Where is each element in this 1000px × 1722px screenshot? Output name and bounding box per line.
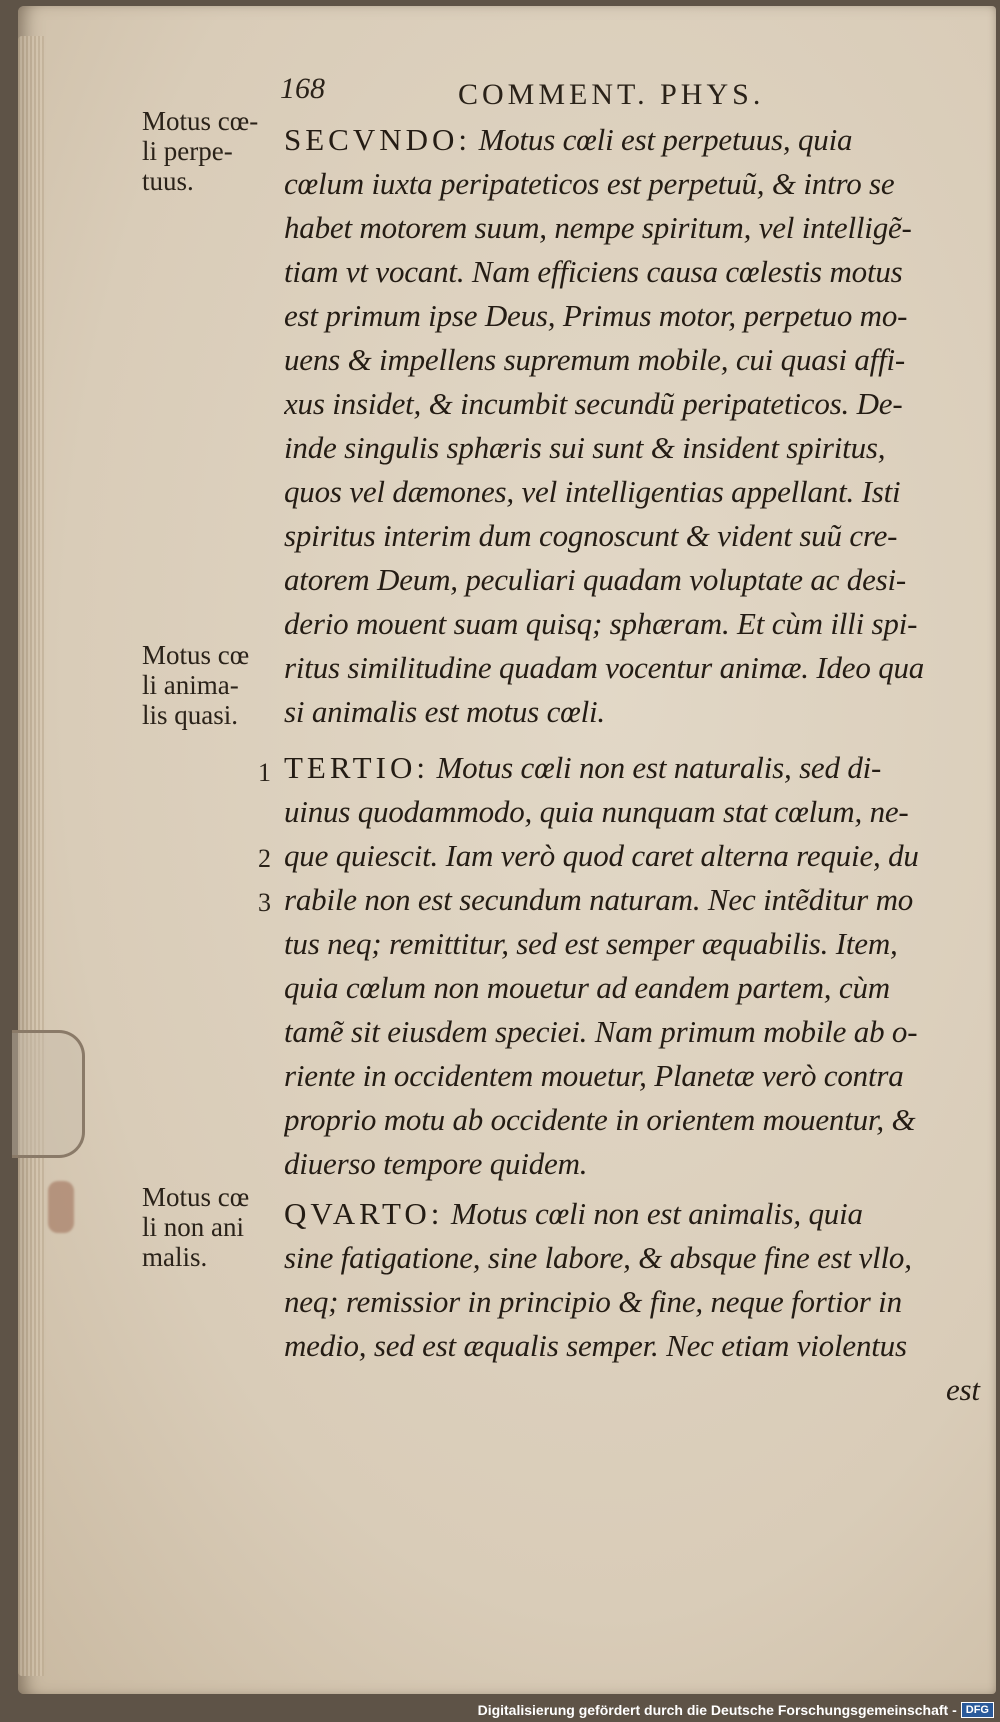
- line-marker: 2: [258, 844, 271, 873]
- text-line: proprio motu ab occidente in orientem mouentur, &: [284, 1102, 916, 1137]
- text-line: sine fatigatione, sine labore, & absque fine est vllo,: [284, 1240, 912, 1275]
- margin-note-line: malis.: [142, 1242, 208, 1272]
- line-marker: 1: [258, 758, 271, 787]
- margin-note-line: li perpe-: [142, 136, 233, 166]
- book-clasp: [12, 1030, 85, 1158]
- text-line: si animalis est motus cœli.: [284, 694, 605, 729]
- margin-note: [142, 1182, 292, 1272]
- text-line: tamẽ sit eiusdem speciei. Nam primum mobile ab o-: [284, 1014, 918, 1049]
- text-line-content: Motus cœli non est naturalis, sed di-: [428, 750, 882, 785]
- margin-note: [142, 106, 292, 196]
- text-line: ritus similitudine quadam vocentur animæ. Ideo qua: [284, 650, 925, 685]
- text-line: cœlum iuxta peripateticos est perpetuũ, & intro se: [284, 166, 895, 201]
- credit-text: Digitalisierung gefördert durch die Deutsche Forschungsgemeinschaft -: [477, 1702, 957, 1718]
- section-lead: QVARTO:: [284, 1196, 444, 1231]
- text-line: tiam vt vocant. Nam efficiens causa cœlestis motus: [284, 254, 903, 289]
- section-lead: TERTIO:: [284, 750, 429, 785]
- text-line: [284, 122, 999, 158]
- margin-note-line: li anima-: [142, 670, 239, 700]
- catchword: est: [946, 1372, 980, 1407]
- text-line: [284, 750, 999, 786]
- book-page: [18, 6, 996, 1694]
- text-line: atorem Deum, peculiari quadam voluptate ac desi-: [284, 562, 907, 597]
- text-line: quia cœlum non mouetur ad eandem partem, cùm: [284, 970, 890, 1005]
- text-line: habet motorem suum, nempe spiritum, vel intelligẽ-: [284, 210, 912, 245]
- text-line: tus neq; remittitur, sed est semper æquabilis. Item,: [284, 926, 898, 961]
- paper-stain: [48, 1181, 74, 1233]
- margin-note-line: li non ani: [142, 1212, 244, 1242]
- text-line: riente in occidentem mouetur, Planetæ verò contra: [284, 1058, 904, 1093]
- digitization-credit: [478, 1702, 994, 1718]
- margin-note-line: Motus cœ-: [142, 106, 259, 136]
- margin-note-line: tuus.: [142, 166, 194, 196]
- text-line: que quiescit. Iam verò quod caret alterna requie, du: [284, 838, 919, 873]
- text-line: diuerso tempore quidem.: [284, 1146, 588, 1181]
- page-number: 168: [280, 72, 325, 105]
- text-line: inde singulis sphæris sui sunt & insident spiritus,: [284, 430, 886, 465]
- section-lead: SECVNDO:: [284, 122, 472, 157]
- margin-note-line: Motus cœ: [142, 1182, 250, 1212]
- running-title: COMMENT. PHYS.: [458, 78, 765, 111]
- page-edges: [18, 36, 44, 1676]
- text-line: xus insidet, & incumbit secundũ peripateticos. De-: [284, 386, 903, 421]
- line-marker: 3: [258, 888, 271, 917]
- dfg-logo: DFG: [961, 1702, 994, 1718]
- text-line: est primum ipse Deus, Primus motor, perpetuo mo-: [284, 298, 908, 333]
- margin-note-line: Motus cœ: [142, 640, 250, 670]
- text-line: derio mouent suam quisq; sphæram. Et cùm illi spi-: [284, 606, 918, 641]
- text-line: uinus quodammodo, quia nunquam stat cœlum, ne-: [284, 794, 909, 829]
- text-line: spiritus interim dum cognoscunt & vident suũ cre-: [284, 518, 898, 553]
- margin-note-line: lis quasi.: [142, 700, 239, 730]
- text-line: neq; remissior in principio & fine, neque fortior in: [284, 1284, 902, 1319]
- text-line: rabile non est secundum naturam. Nec intẽditur mo: [284, 882, 914, 917]
- text-line-content: Motus cœli non est animalis, quia: [443, 1196, 863, 1231]
- text-line: uens & impellens supremum mobile, cui quasi affi-: [284, 342, 906, 377]
- margin-note: [142, 640, 292, 730]
- text-line-content: Motus cœli est perpetuus, quia: [471, 122, 853, 157]
- text-line: [284, 1196, 999, 1232]
- text-line: medio, sed est æqualis semper. Nec etiam violentus: [284, 1328, 907, 1363]
- text-line: quos vel dæmones, vel intelligentias appellant. Isti: [284, 474, 901, 509]
